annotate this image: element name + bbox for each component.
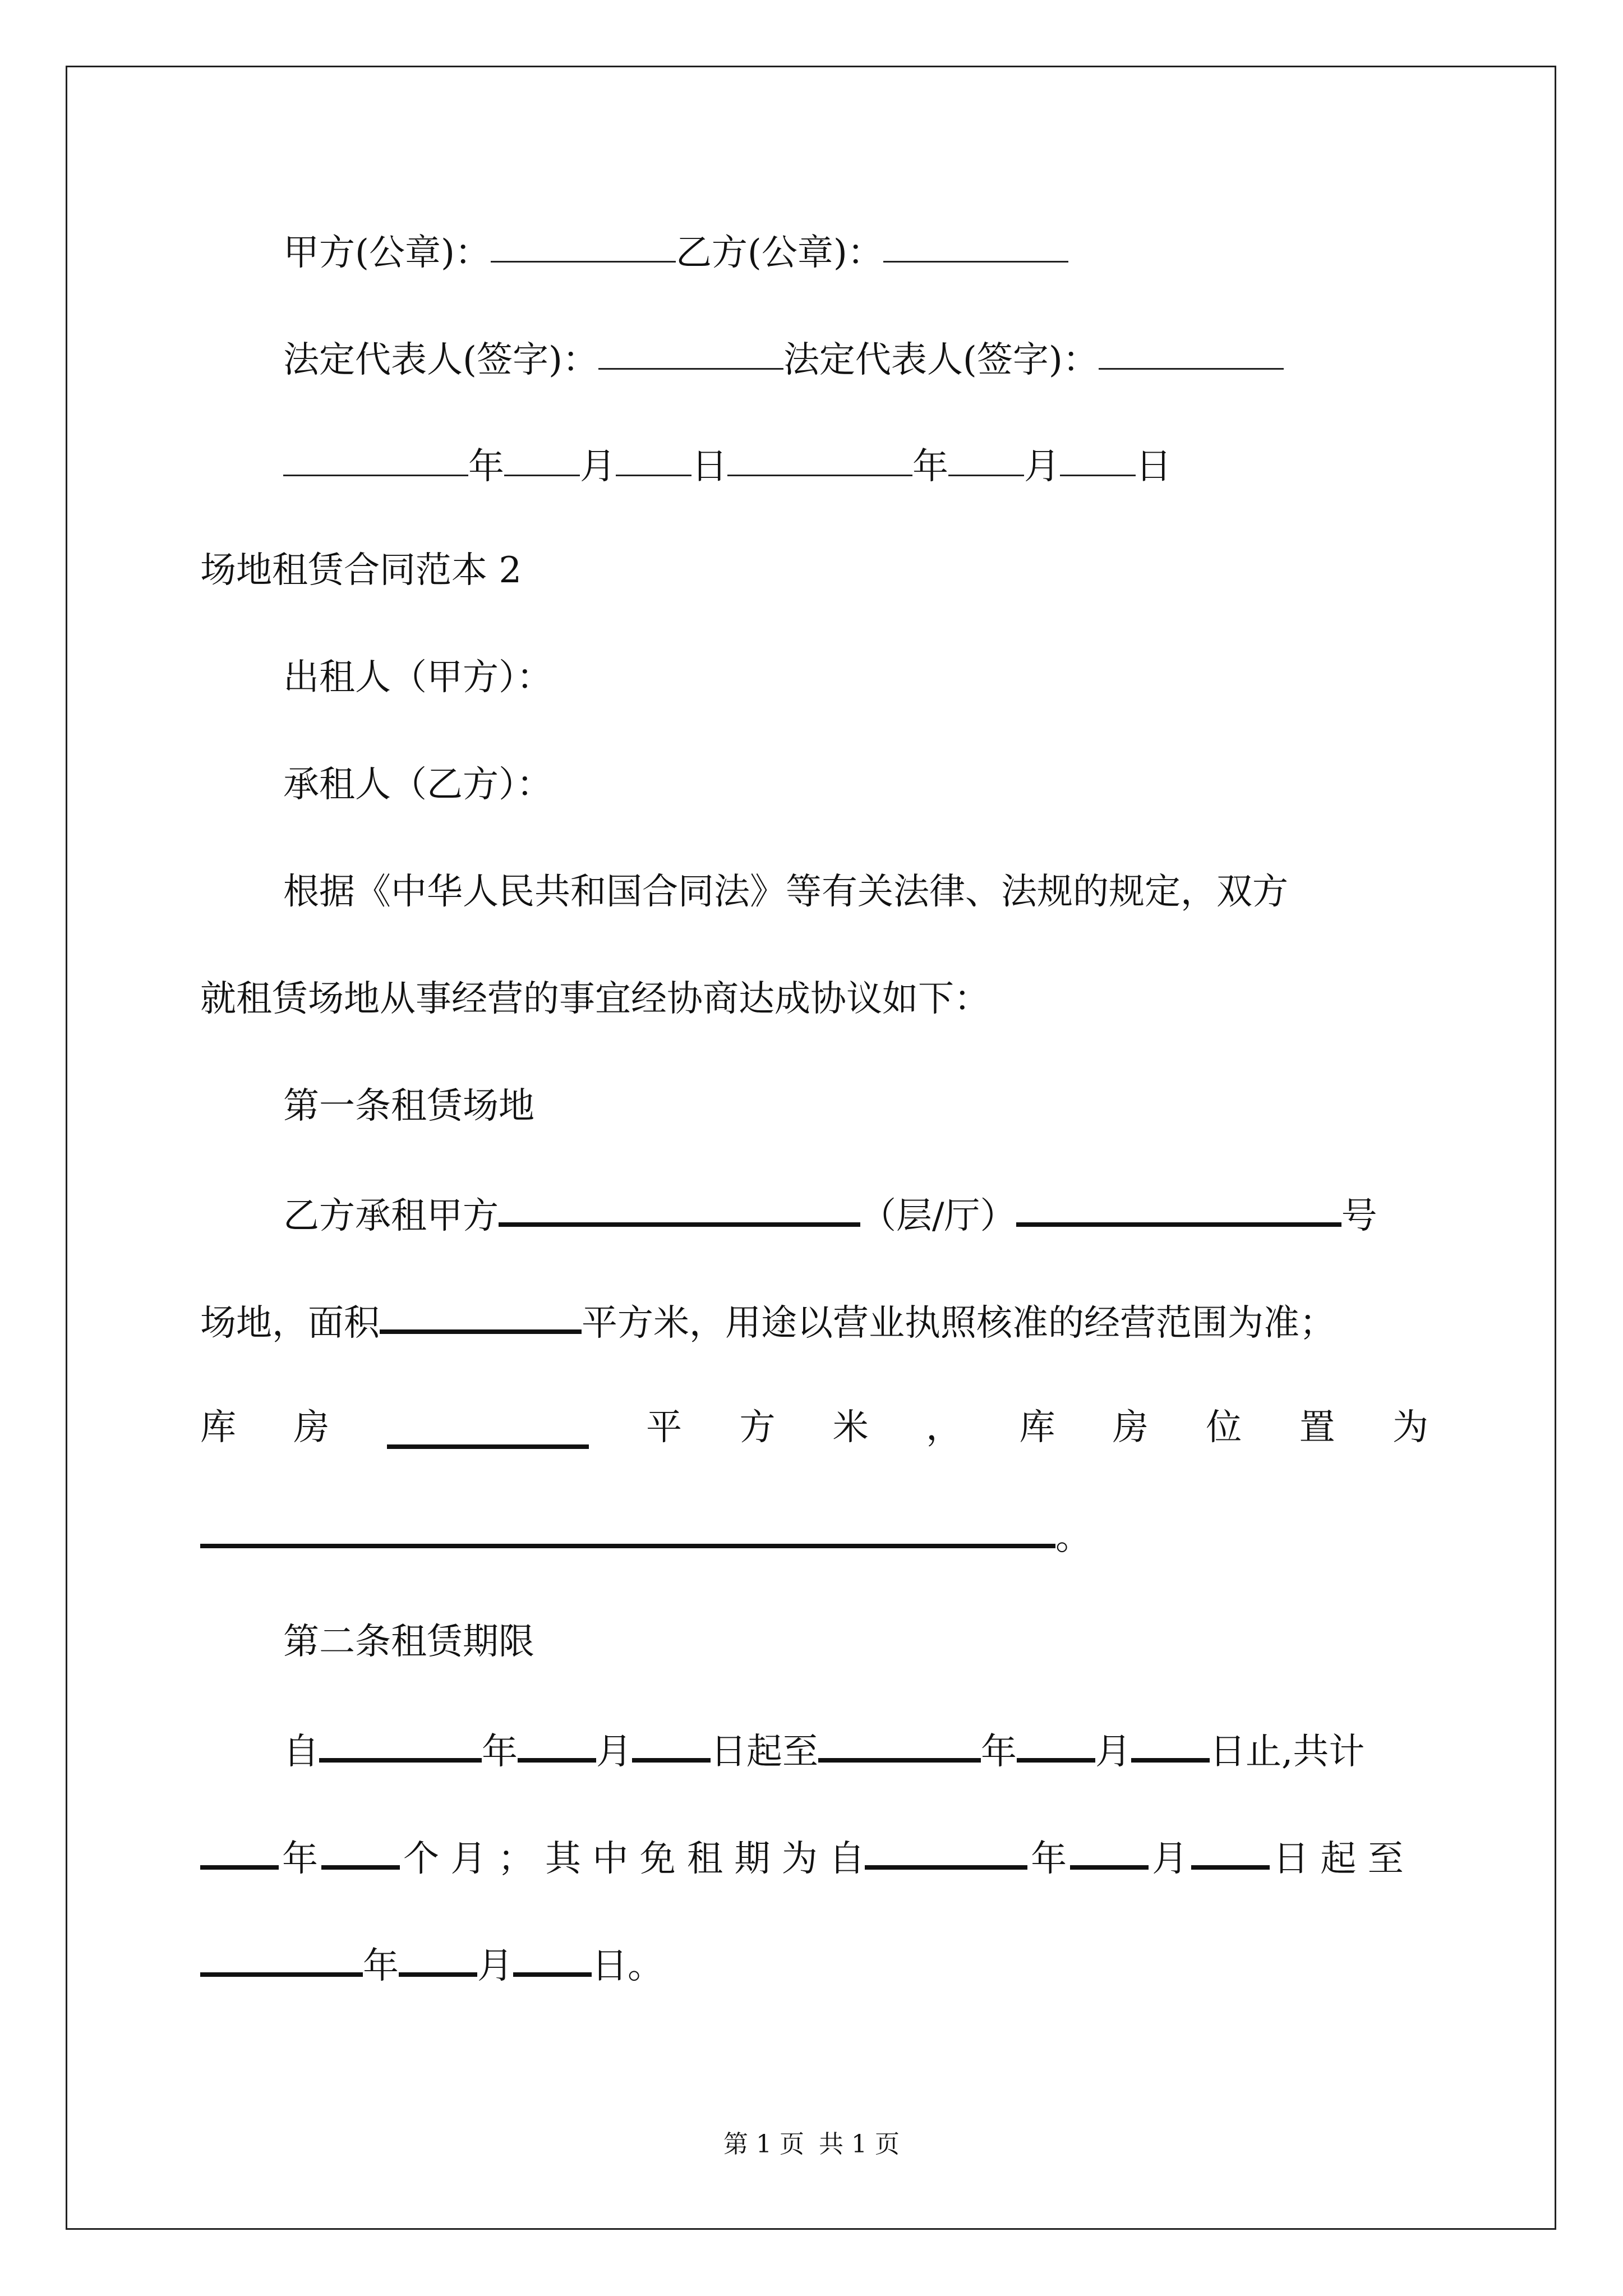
signature-seal-row xyxy=(283,227,1068,275)
date-a-year-label: 年 xyxy=(468,446,504,487)
date-a-year-blank[interactable] xyxy=(283,439,468,476)
warehouse-char-10: 置 xyxy=(1299,1407,1335,1448)
total-years-blank[interactable] xyxy=(200,1833,279,1870)
free-end-month-label: 月 xyxy=(477,1945,513,1987)
article1-line-4 xyxy=(200,1512,1091,1560)
date-b-month-label: 月 xyxy=(1024,446,1060,487)
free-end-month-blank[interactable] xyxy=(399,1940,477,1977)
warehouse-char-8: 房 xyxy=(1112,1407,1149,1448)
date-b-day-blank[interactable] xyxy=(1060,439,1136,476)
date-b-year-label: 年 xyxy=(912,446,948,487)
free-period-text: 个 月 ； 其 中 免 租 期 为 自 xyxy=(403,1838,865,1880)
party-a-seal-label: 甲方(公章)： xyxy=(283,232,491,274)
floor-hall-label: （层/厅） xyxy=(860,1195,1016,1237)
warehouse-char-4: 方 xyxy=(739,1407,776,1448)
signature-rep-row xyxy=(283,334,1284,383)
free-end-day-blank[interactable] xyxy=(513,1940,592,1977)
legal-rep-a-blank[interactable] xyxy=(598,332,783,370)
date-a-day-blank[interactable] xyxy=(616,439,691,476)
lessor-line: 出租人（甲方）： xyxy=(283,657,552,698)
party-a-seal-blank[interactable] xyxy=(491,225,676,263)
number-blank[interactable] xyxy=(1016,1190,1341,1227)
legal-rep-a-label: 法定代表人(签字)： xyxy=(283,339,598,381)
free-start-day-blank[interactable] xyxy=(1191,1833,1270,1870)
free-end-day-label: 日。 xyxy=(592,1945,663,1987)
article1-line-1 xyxy=(283,1191,1377,1239)
free-end-year-label: 年 xyxy=(363,1945,399,1987)
term-start-month-blank[interactable] xyxy=(518,1726,596,1763)
article2-title: 第二条租赁期限 xyxy=(283,1621,534,1663)
warehouse-location-end: 。 xyxy=(1055,1517,1091,1558)
warehouse-char-11: 为 xyxy=(1392,1407,1428,1448)
term-start-month-label: 月 xyxy=(596,1731,632,1773)
page-frame xyxy=(66,66,1556,2230)
number-label: 号 xyxy=(1341,1195,1377,1237)
term-end-month-label: 月 xyxy=(1095,1731,1131,1773)
area-label: 场地，面积 xyxy=(200,1303,380,1344)
term-start-year-label: 年 xyxy=(482,1731,518,1773)
term-start-day-blank[interactable] xyxy=(632,1726,711,1763)
legal-rep-b-blank[interactable] xyxy=(1099,332,1284,370)
article1-lease-label: 乙方承租甲方 xyxy=(283,1195,499,1237)
free-from-label: 日 起 至 xyxy=(1273,1838,1404,1880)
warehouse-char-9: 位 xyxy=(1206,1407,1242,1448)
article2-line-1 xyxy=(283,1727,1364,1774)
free-start-month-blank[interactable] xyxy=(1070,1833,1149,1870)
article1-line-3 xyxy=(200,1405,1428,1450)
date-b-year-blank[interactable] xyxy=(727,439,912,476)
term-end-month-blank[interactable] xyxy=(1017,1726,1095,1763)
page-total: 共 1 页 xyxy=(819,2130,900,2159)
free-start-month-label: 月 xyxy=(1152,1838,1188,1880)
total-months-blank[interactable] xyxy=(321,1833,400,1870)
page-footer xyxy=(0,2129,1623,2160)
warehouse-char-3: 平 xyxy=(646,1407,683,1448)
lessee-line: 承租人（乙方）： xyxy=(283,764,552,806)
term-start-day-label: 日起至 xyxy=(711,1731,818,1773)
area-usage-text: 平方米，用途以营业执照核准的经营范围为准； xyxy=(582,1303,1335,1344)
total-years-label: 年 xyxy=(282,1838,318,1880)
date-b-month-blank[interactable] xyxy=(948,439,1024,476)
warehouse-char-6: ， xyxy=(926,1407,962,1448)
warehouse-char-5: 米 xyxy=(832,1407,869,1448)
party-b-seal-blank[interactable] xyxy=(883,225,1068,263)
date-a-day-label: 日 xyxy=(691,446,727,487)
section-title: 场地租赁合同范本 2 xyxy=(200,550,522,591)
page-number: 第 1 页 xyxy=(723,2130,804,2159)
party-b-seal-label: 乙方(公章)： xyxy=(675,232,883,274)
warehouse-area-blank[interactable] xyxy=(387,1412,589,1449)
article1-title: 第一条租赁场地 xyxy=(283,1085,534,1127)
article2-line-2 xyxy=(200,1834,1404,1881)
warehouse-location-blank[interactable] xyxy=(200,1511,1055,1548)
intro-line-1: 根据《中华人民共和国合同法》等有关法律、法规的规定，双方 xyxy=(283,871,1288,913)
warehouse-char-2: 房 xyxy=(293,1407,330,1448)
free-start-year-blank[interactable] xyxy=(865,1833,1027,1870)
area-blank[interactable] xyxy=(380,1297,582,1334)
term-end-day-label: 日止,共计 xyxy=(1210,1731,1365,1773)
article2-line-3 xyxy=(200,1941,663,1989)
warehouse-char-1: 库 xyxy=(200,1407,236,1448)
legal-rep-b-label: 法定代表人(签字)： xyxy=(783,339,1099,381)
warehouse-char-7: 库 xyxy=(1019,1407,1055,1448)
floor-blank[interactable] xyxy=(499,1190,860,1227)
date-a-month-label: 月 xyxy=(580,446,616,487)
free-start-year-label: 年 xyxy=(1031,1838,1067,1880)
signature-date-row xyxy=(283,441,1172,489)
term-end-day-blank[interactable] xyxy=(1131,1726,1210,1763)
date-a-month-blank[interactable] xyxy=(504,439,580,476)
article1-line-2 xyxy=(200,1298,1335,1346)
term-end-year-blank[interactable] xyxy=(818,1726,981,1763)
date-b-day-label: 日 xyxy=(1136,446,1172,487)
free-end-year-blank[interactable] xyxy=(200,1940,363,1977)
term-end-year-label: 年 xyxy=(981,1731,1017,1773)
intro-line-2: 就租赁场地从事经营的事宜经协商达成协议如下： xyxy=(200,978,990,1020)
term-start-year-blank[interactable] xyxy=(319,1726,482,1763)
term-from-label: 自 xyxy=(283,1731,319,1773)
